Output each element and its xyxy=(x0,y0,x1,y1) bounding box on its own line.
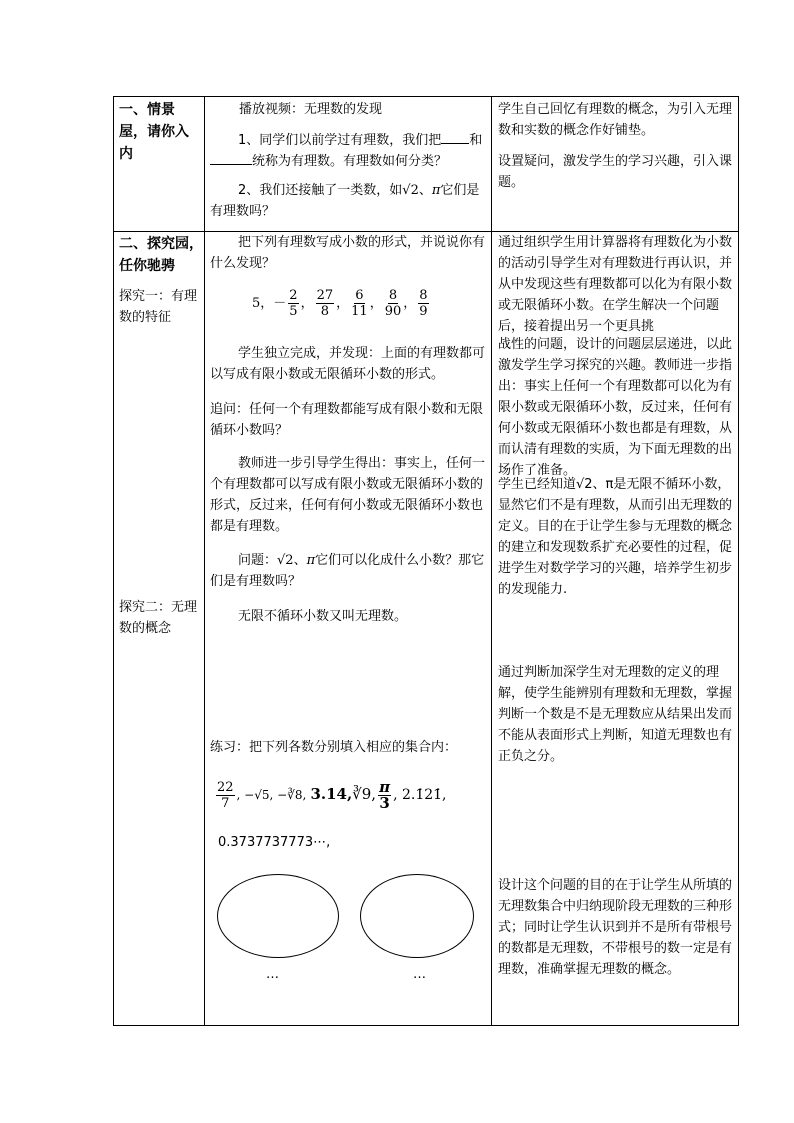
question-1: 1、同学们以前学过有理数，我们把 和统称为有理数。有理数如何分类？ xyxy=(210,130,488,172)
intent-text: 通过判断加深学生对无理数的定义的理解，使学生能辨别有理数和无理数，掌握判断一个数是不是无理数应从结果出发而不能从表面形式上判断，知道无理数也有正负之分。 xyxy=(498,665,733,764)
fraction: $\frac{8}{90}$ xyxy=(384,288,402,319)
intent-text: 通过组织学生用计算器将有理数化为小数的活动引导学生对有理数进行再认识，并从中发现这些有理数都可以化为有限小数或无限循环小数。在学生解决一个问题后，接着提出另一个更具挑 xyxy=(498,235,733,334)
subsection-1: 探究一：有理数的特征 xyxy=(119,289,198,325)
intent-text: 学生已经知道√2、π是无限不循环小数，显然它们不是有理数，从而引出无理数的定义。目的在于让学生参与无理数的概念的建立和发现数系扩充必要性的过程，促进学生对数学学习的兴趣，培养学生初步的发现能力. xyxy=(498,477,733,597)
column-divider xyxy=(204,97,205,1025)
activity-title: 播放视频：无理数的发现 xyxy=(239,102,383,117)
fraction: $\frac{8}{9}$ xyxy=(419,288,428,319)
paragraph: 把下列有理数写成小数的形式，并说说你有什么发现？ xyxy=(210,235,486,271)
subsection-2: 探究二：无理数的概念 xyxy=(119,600,198,636)
exercise-prompt: 练习：把下列各数分别填入相应的集合内： xyxy=(210,740,458,755)
exercise-numbers: $\frac{22}{7}$ , −√5, −∛8, 3.14,∛9, $\frac{\pi}{3}$ , 2.1̇21̇, xyxy=(217,778,447,812)
definition: 无限不循环小数又叫无理数。 xyxy=(238,609,408,624)
exercise-numbers: 0.3737737773⋯, xyxy=(218,835,331,850)
fraction: $\frac{6}{11}$ xyxy=(351,288,368,319)
blank-field xyxy=(441,130,469,144)
paragraph: 学生独立完成，并发现：上面的有理数都可以写成有限小数或无限循环小数的形式。 xyxy=(210,346,486,382)
question-2: 2、我们还接触了一类数，如√2、π它们是有理数吗？ xyxy=(210,183,480,219)
intent-text: 设置疑问，激发学生的学习兴趣，引入课题。 xyxy=(498,154,733,190)
set-oval-2 xyxy=(360,874,474,958)
section-title-1: 一、情景屋，请你入内 xyxy=(119,102,189,162)
intent-text: 战性的问题，设计的问题层层递进，以此激发学生学习探究的兴趣。教师进一步指出：事实上任何一个有理数都可以化为有限小数或无限循环小数，反过来，任何有何小数或无限循环小数也都是有理数，从而认清有理数的实质，为下面无理数的出场作了准备。 xyxy=(498,337,733,478)
ellipsis: … xyxy=(413,967,426,982)
paragraph: 追问：任何一个有理数都能写成有限小数和无限循环小数吗？ xyxy=(210,402,484,438)
fraction: $\frac{27}{8}$ xyxy=(316,288,334,319)
blank-field xyxy=(210,151,252,165)
question-3: 问题：√2、π它们可以化成什么小数？那它们是有理数吗？ xyxy=(210,553,485,589)
column-divider xyxy=(491,97,492,1025)
fraction: $\frac{\pi}{3}$ xyxy=(379,778,391,812)
set-oval-1 xyxy=(217,874,339,958)
fraction: $\frac{22}{7}$ xyxy=(217,780,234,811)
rational-numbers: 5，－ $\frac{2}{5}$ ， $\frac{27}{8}$ ， $\frac{6}{11}$ ， $\frac{8}{90}$ ， $\frac{8}{9}$ xyxy=(252,288,428,319)
section-title-2: 二、探究园，任你驰骋 xyxy=(119,236,203,274)
fraction: $\frac{2}{5}$ xyxy=(289,288,298,319)
ellipsis: … xyxy=(266,967,279,982)
intent-text: 学生自己回忆有理数的概念，为引入无理数和实数的概念作好铺垫。 xyxy=(498,102,733,138)
intent-text: 设计这个问题的目的在于让学生从所填的无理数集合中归纳现阶段无理数的三种形式；同时让学生认识到并不是所有带根号的数都是无理数，不带根号的数一定是有理数，准确掌握无理数的概念。 xyxy=(498,878,733,977)
paragraph: 教师进一步引导学生得出：事实上，任何一个有理数都可以写成有限小数或无限循环小数的形式，反过来，任何有何小数或无限循环小数也都是有理数。 xyxy=(210,456,486,534)
